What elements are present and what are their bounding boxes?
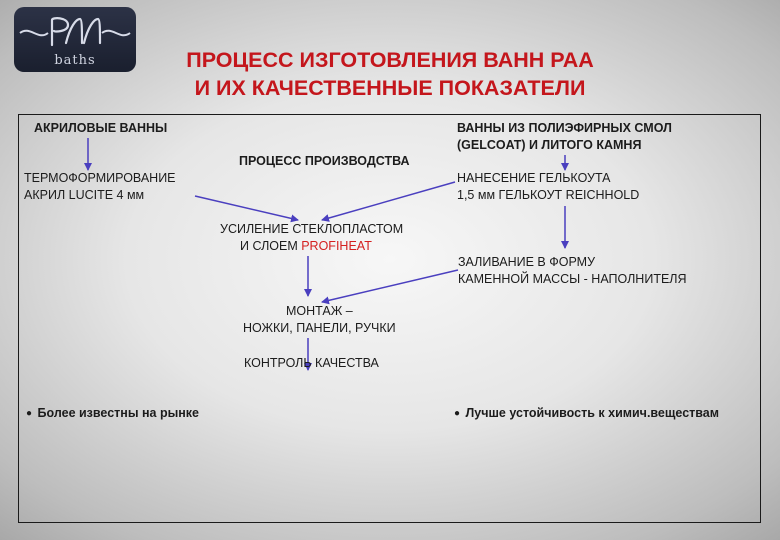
left-bullet-text: Более известны на рынке — [37, 406, 200, 420]
reinforcement-line-1: УСИЛЕНИЕ СТЕКЛОПЛАСТОМ — [220, 222, 404, 236]
arrow-thermoforming-to-reinforcement — [195, 196, 298, 220]
reinforcement-step — [220, 221, 403, 255]
right-bullet-text: Лучше устойчивость к химич.веществам — [465, 406, 720, 420]
thermoforming-line-1: ТЕРМОФОРМИРОВАНИЕ — [24, 171, 176, 185]
production-process-label: ПРОЦЕСС ПРОИЗВОДСТВА — [239, 154, 410, 168]
arrow-casting-to-assembly — [322, 270, 458, 302]
bullet-dot-icon: ● — [26, 408, 33, 419]
assembly-line-1: МОНТАЖ – — [285, 304, 353, 318]
stone-casting-step — [458, 254, 687, 288]
reinforcement-prefix: И СЛОЕМ — [240, 239, 302, 253]
logo-subtitle: baths — [54, 53, 96, 68]
polyester-baths-header — [457, 120, 672, 154]
assembly-step — [243, 303, 396, 337]
quality-control-step: КОНТРОЛЬ КАЧЕСТВА — [244, 356, 379, 370]
gelcoat-applying-step — [457, 170, 639, 204]
casting-line-2: КАМЕННОЙ МАССЫ - НАПОЛНИТЕЛЯ — [458, 272, 687, 286]
right-bullet — [454, 405, 719, 422]
gelcoat-line-1: НАНЕСЕНИЕ ГЕЛЬКОУТА — [457, 171, 611, 185]
arrow-gelcoat-to-reinforcement — [322, 182, 455, 220]
title-line-1: ПРОЦЕСС ИЗГОТОВЛЕНИЯ ВАНН РАА — [186, 48, 594, 72]
gelcoat-line-2: 1,5 мм ГЕЛЬКОУТ REICHHOLD — [457, 188, 640, 202]
bullet-dot-icon: ● — [454, 408, 461, 419]
title-line-2: И ИХ КАЧЕСТВЕННЫЕ ПОКАЗАТЕЛИ — [194, 76, 586, 100]
polyester-header-line-1: ВАННЫ ИЗ ПОЛИЭФИРНЫХ СМОЛ — [457, 121, 672, 135]
thermoforming-step — [24, 170, 176, 204]
profiheat-highlight: PROFIHEAT — [301, 239, 372, 253]
polyester-header-line-2: (GELCOAT) И ЛИТОГО КАМНЯ — [457, 138, 642, 152]
assembly-line-2: НОЖКИ, ПАНЕЛИ, РУЧКИ — [243, 321, 396, 335]
acrylic-baths-header: АКРИЛОВЫЕ ВАННЫ — [34, 121, 168, 135]
reinforcement-line-2 — [220, 238, 403, 255]
left-bullet — [26, 405, 199, 422]
casting-line-1: ЗАЛИВАНИЕ В ФОРМУ — [458, 255, 596, 269]
thermoforming-line-2: АКРИЛ LUCITE 4 мм — [24, 188, 145, 202]
